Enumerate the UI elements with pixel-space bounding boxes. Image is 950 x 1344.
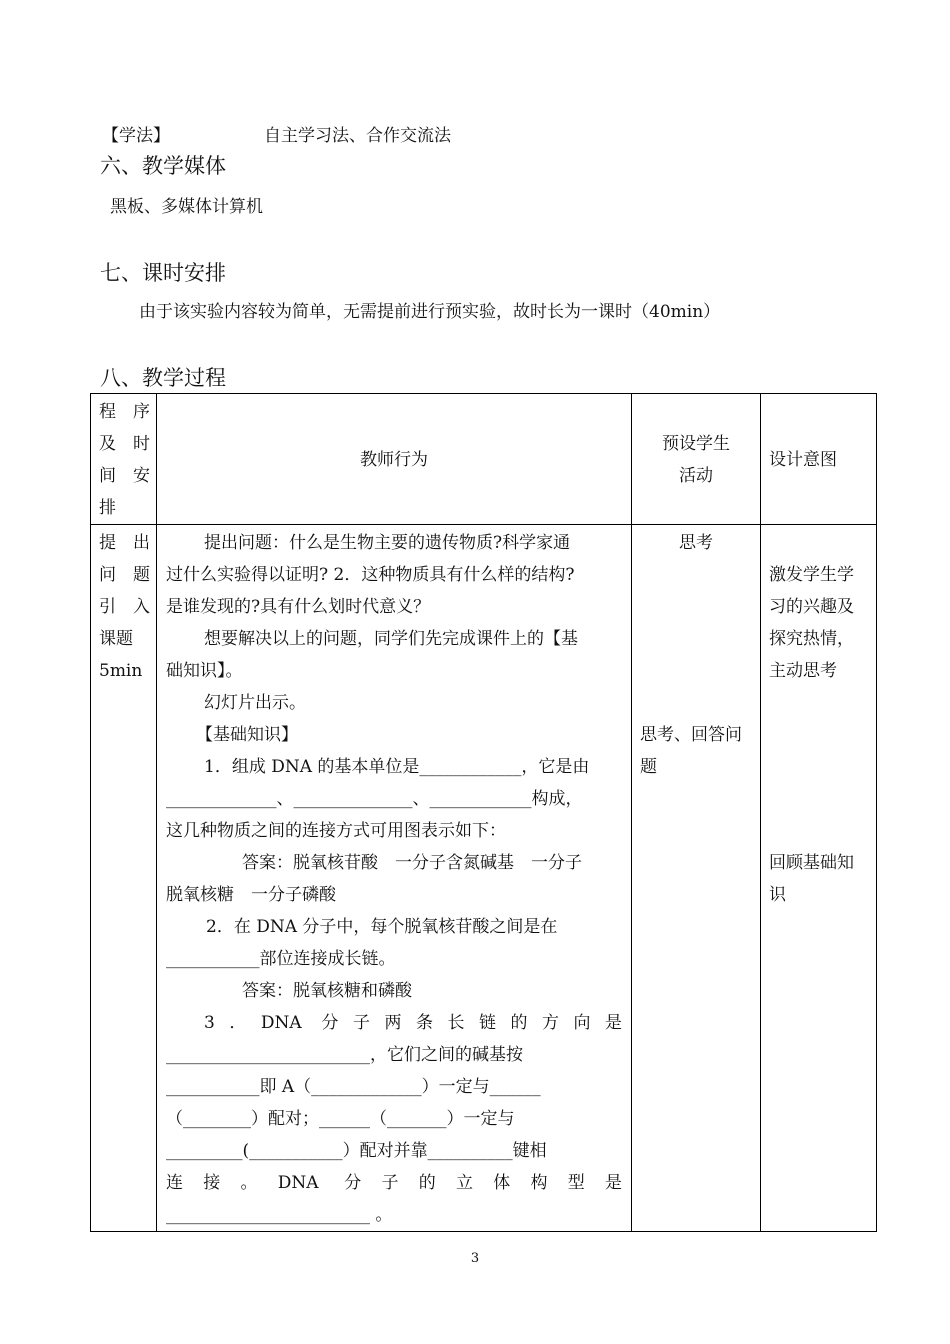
design-intent-line: 习的兴趣及: [769, 597, 854, 617]
learning-method-label: 【学法】: [102, 126, 170, 146]
question-line: 3．DNA 分子两条长链的方向是: [204, 1013, 622, 1033]
table-header-row: [91, 394, 877, 525]
table-row: [91, 525, 877, 1232]
section6-body: 黑板、多媒体计算机: [110, 197, 263, 217]
teacher-text-line: 是谁发现的?具有什么划时代意义？: [166, 597, 431, 617]
answer-line: 答案：脱氧核糖和磷酸: [242, 981, 412, 1001]
header-col3-line: 活动: [679, 466, 713, 486]
header-col3-line: 预设学生: [662, 434, 730, 454]
header-col1-line: 间 安: [99, 466, 150, 486]
teacher-text-line: 【基础知识】: [196, 725, 298, 745]
header-procedure-time: [91, 394, 157, 525]
row1-col1-line: 课题: [99, 629, 133, 649]
teacher-text-line: 过什么实验得以证明? 2．这种物质具有什么样的结构?: [166, 565, 575, 585]
student-activity-line: 思考、回答问: [640, 725, 742, 745]
row1-teacher-behavior: [157, 525, 632, 1232]
question-line: ___________即 A（_____________）一定与______: [166, 1077, 541, 1097]
section8-heading: 八、教学过程: [100, 366, 226, 390]
question-line: 这几种物质之间的连接方式可用图表示如下：: [166, 821, 506, 841]
row1-col1-line: 提 出: [99, 533, 150, 553]
row1-col1-line: 引 入: [99, 597, 150, 617]
learning-method-value: 自主学习法、合作交流法: [264, 126, 451, 146]
page-number: 3: [470, 1251, 480, 1266]
header-student-activity: [632, 394, 761, 525]
question-line: 2．在 DNA 分子中，每个脱氧核苷酸之间是在: [206, 917, 558, 937]
answer-line: 脱氧核糖 一分子磷酸: [166, 885, 336, 905]
row1-procedure: [91, 525, 157, 1232]
question-line: ________________________，它们之间的碱基按: [166, 1045, 523, 1065]
question-line: _____________、______________、____________构成，: [166, 789, 583, 809]
teacher-text-line: 想要解决以上的问题，同学们先完成课件上的【基: [204, 629, 578, 649]
question-line: 1．组成 DNA 的基本单位是____________，它是由: [204, 757, 590, 777]
design-intent-line: 探究热情，: [769, 629, 854, 649]
header-teacher-behavior: 教师行为: [157, 394, 632, 525]
header-col1-line: 及 时: [99, 434, 150, 454]
section6-heading: 六、教学媒体: [100, 154, 226, 178]
question-line: ___________部位连接成长链。: [166, 949, 396, 969]
question-line: _________(___________）配对并靠__________键相: [166, 1141, 547, 1161]
row1-col1-line: 5min: [99, 661, 143, 681]
row1-student-activity: [632, 525, 761, 1232]
design-intent-line: 主动思考: [769, 661, 837, 681]
question-line: ________________________ 。: [166, 1205, 393, 1225]
question-line: （________）配对；______（_______）一定与: [166, 1109, 515, 1129]
design-intent-line: 识: [769, 885, 786, 905]
teacher-text-line: 幻灯片出示。: [204, 693, 306, 713]
section7-body: 由于该实验内容较为简单，无需提前进行预实验，故时长为一课时（40min）: [139, 302, 721, 322]
row1-design-intent: [761, 525, 877, 1232]
section7-heading: 七、课时安排: [100, 261, 226, 285]
row1-col1-line: 问 题: [99, 565, 150, 585]
question-line: 连接。DNA 分子的立体构型是: [166, 1173, 622, 1193]
teacher-text-line: 础知识】。: [166, 661, 243, 681]
teaching-process-table: [90, 393, 877, 1232]
header-col1-line: 程 序: [99, 402, 150, 422]
header-design-intent: 设计意图: [761, 394, 877, 525]
teacher-text-line: 提出问题：什么是生物主要的遗传物质?科学家通: [204, 533, 571, 553]
answer-line: 答案：脱氧核苷酸 一分子含氮碱基 一分子: [242, 853, 582, 873]
design-intent-line: 激发学生学: [769, 565, 854, 585]
student-activity-think: 思考: [679, 533, 713, 553]
header-col1-line: 排: [99, 498, 116, 518]
design-intent-line: 回顾基础知: [769, 853, 854, 873]
student-activity-line: 题: [640, 757, 657, 777]
